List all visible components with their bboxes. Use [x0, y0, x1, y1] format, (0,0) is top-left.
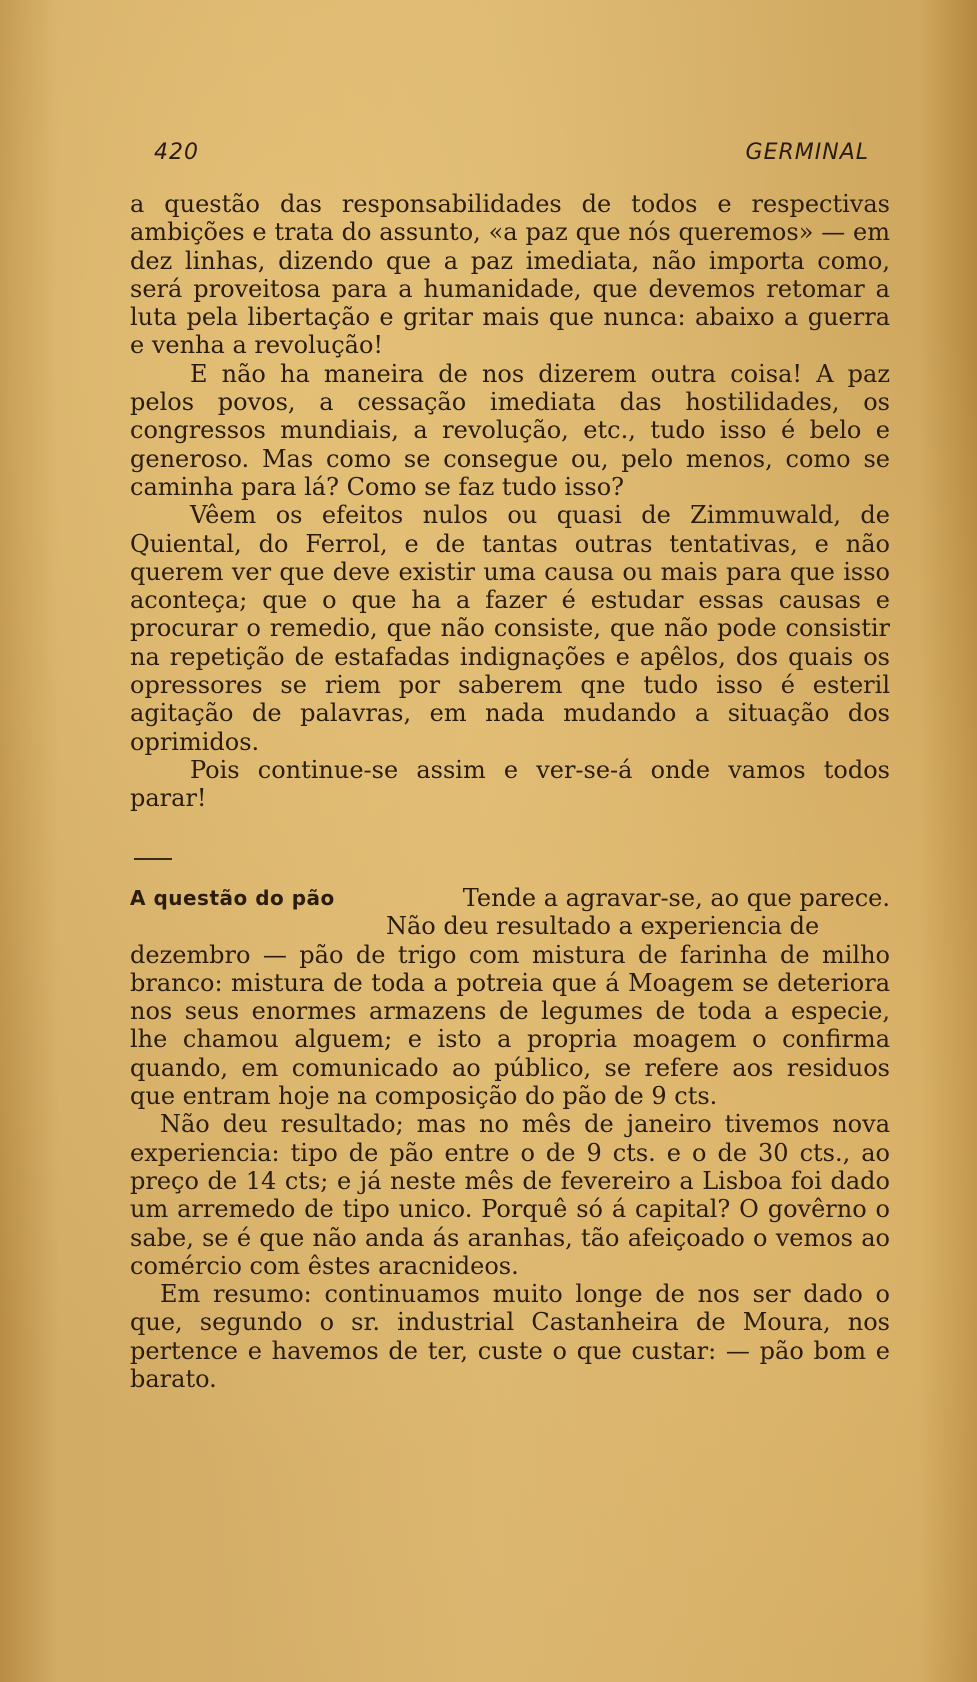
running-title: GERMINAL: [745, 140, 869, 165]
section-divider: [134, 858, 172, 860]
paragraph-2: E não ha maneira de nos dizerem outra coisa! A paz pelos povos, a cessação imediata das hostilidades, os congressos mundiais, a revolução, etc., tudo isso é belo e generoso. Mas como se consegue ou, pelo menos, como se caminha para lá? Como se faz tudo isso?: [130, 359, 890, 501]
section-first-row: [130, 884, 890, 912]
paragraph-1: a questão das responsabilidades de todos e respectivas ambições e trata do assunto, «a paz que nós queremos» — em dez linhas, dizendo que a paz imediata, não importa como, será proveitosa para a humanidade, que devemos retomar a luta pela libertação e gritar mais que nunca: abaixo a guerra e venha a revolução!: [130, 190, 890, 360]
section-paragraph-3: Em resumo: continuamos muito longe de nos ser dado o que, segundo o sr. industrial Castanheira de Moura, nos pertence e havemos de ter, custe o que custar: — pão bom e barato.: [130, 1280, 890, 1394]
page-header: [154, 140, 869, 176]
page-number: 420: [154, 140, 199, 165]
section-paragraph-1: dezembro — pão de trigo com mistura de farinha de milho branco: mistura de toda a potreia que á Moagem se deteriora nos seus enormes armazens de legumes de toda a especie, lhe chamou alguem; e isto a propria moagem o confirma quando, em comunicado ao público, se refere aos residuos que entram hoje na composição do pão de 9 cts.: [130, 940, 890, 1111]
section-second-line: Não deu resultado a experiencia de: [386, 912, 820, 941]
section-first-line: Tende a agravar-se, ao que parece.: [462, 884, 890, 912]
paragraph-3: Vêem os efeitos nulos ou quasi de Zimmuwald, de Quiental, do Ferrol, e de tantas outras tentativas, e não querem ver que deve existir uma causa ou mais para que isso aconteça; que o que ha a fazer é estudar essas causas e procurar o remedio, que não consiste, que não pode consistir na repetição de estafadas indignações e apêlos, dos quais os opressores se riem por saberem qne tudo isso é esteril agitação de palavras, em nada mudando a situação dos oprimidos.: [130, 501, 890, 756]
section-paragraph-2: Não deu resultado; mas no mês de janeiro tivemos nova experiencia: tipo de pão entre o de 9 cts. e o de 30 cts., ao preço de 14 cts; e já neste mês de fevereiro a Lisboa foi dado um arremedo de tipo unico. Porquê só á capital? O govêrno o sabe, se é que não anda ás aranhas, tão afeiçoado o vemos ao comércio com êstes aracnideos.: [130, 1110, 890, 1280]
paragraph-4: Pois continue-se assim e ver-se-á onde vamos todos parar!: [130, 755, 890, 813]
section-heading: A questão do pão: [130, 886, 335, 910]
section-bread: [130, 884, 890, 1393]
body-text: [130, 190, 890, 813]
